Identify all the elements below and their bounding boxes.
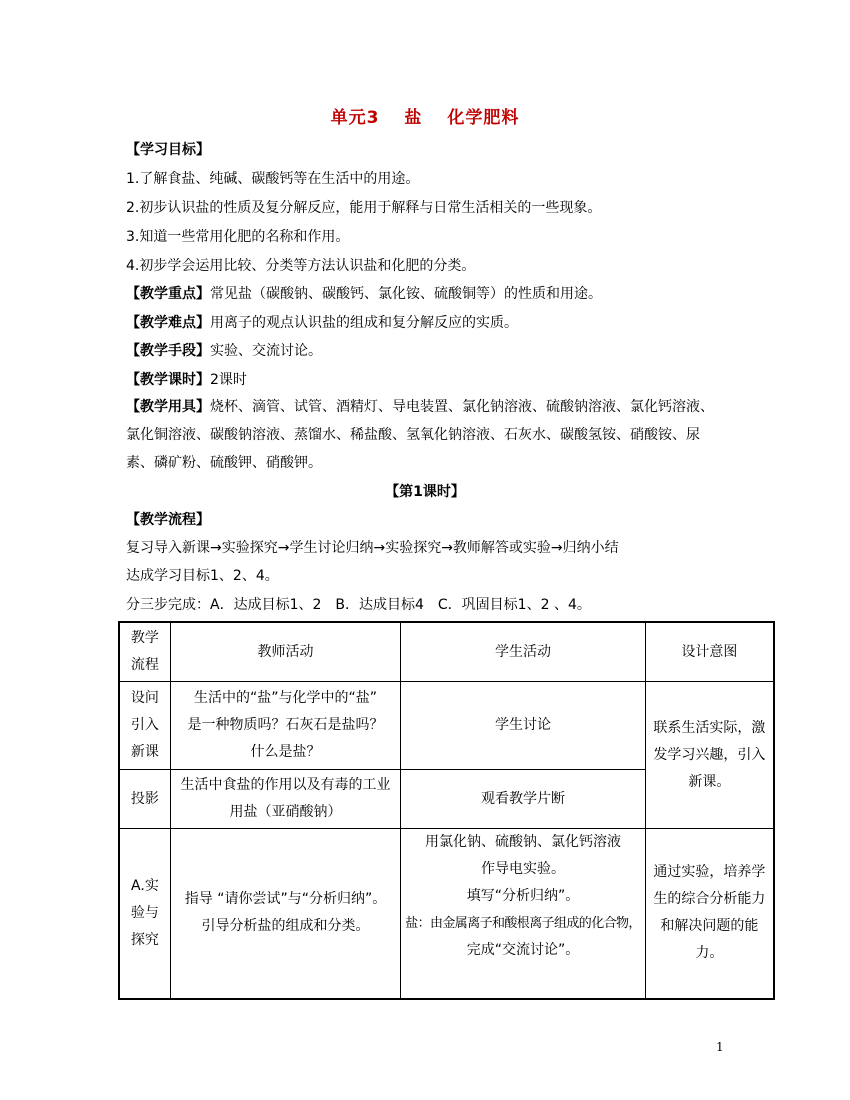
- row2-student: 观看教学片断: [401, 770, 646, 829]
- row3-student-2: 作导电实验。: [481, 861, 565, 877]
- table-row: [119, 682, 774, 770]
- tools-text-3: 素、磷矿粉、硫酸钾、硝酸钾。: [126, 455, 322, 471]
- key-points-text: 常见盐（碳酸钠、碳酸钙、氯化铵、硫酸铜等）的性质和用途。: [210, 286, 602, 302]
- row2-teacher: [170, 770, 400, 829]
- header-flow: [119, 622, 170, 682]
- means: [126, 340, 322, 360]
- objective-2: 2.初步认识盐的性质及复分解反应，能用于解释与日常生活相关的一些现象。: [126, 200, 602, 216]
- row1-teacher-2: 是一种物质吗？石灰石是盐吗？: [187, 717, 384, 733]
- row1-step-1: 设问: [130, 690, 159, 706]
- row3-step: [119, 829, 170, 999]
- process-flow: 复习导入新课→实验探究→学生讨论归纳→实验探究→教师解答或实验→归纳小结: [126, 540, 619, 556]
- process-heading: 【教学流程】: [126, 512, 210, 528]
- design12-2: 发学习兴趣，引入: [653, 746, 766, 763]
- row3-teacher-2: 引导分析盐的组成和分类。: [201, 918, 370, 935]
- header-flow-line2: 流程: [130, 657, 159, 673]
- header-flow-line1: 教学: [130, 630, 159, 646]
- document-title: 单元3 盐 化学肥料: [330, 108, 520, 128]
- row3-student: [401, 829, 646, 999]
- row1-student: 学生讨论: [401, 682, 646, 770]
- row3-student-5: 完成“交流讨论”。: [466, 942, 580, 958]
- row3-design-2: 生的综合分析能力: [653, 891, 766, 908]
- row1-teacher: [170, 682, 400, 770]
- row3-step-1: A.实: [131, 877, 159, 894]
- process-goal: 达成学习目标1、2、4。: [126, 568, 279, 584]
- row3-design-1: 通过实验，培养学: [653, 864, 766, 881]
- objective-4: 4.初步学会运用比较、分类等方法认识盐和化肥的分类。: [126, 258, 476, 274]
- tools-text-1: 烧杯、滴管、试管、酒精灯、导电装置、氯化钠溶液、硫酸钠溶液、氯化钙溶液、: [210, 399, 714, 415]
- row2-step: 投影: [119, 770, 170, 829]
- row12-design: [645, 682, 774, 829]
- process-steps: 分三步完成：A．达成目标1、2 B．达成目标4 C．巩固目标1、2 、4。: [126, 597, 591, 613]
- row1-teacher-1: 生活中的“盐”与化学中的“盐”: [194, 690, 378, 706]
- hours-text: 2课时: [210, 372, 247, 388]
- lesson-heading: 【第1课时】: [385, 484, 465, 500]
- objective-3: 3.知道一些常用化肥的名称和作用。: [126, 229, 350, 245]
- row3-student-4: 盐：由金属离子和酸根离子组成的化合物，: [405, 916, 641, 931]
- design12-3: 新课。: [688, 773, 731, 790]
- key-points: [126, 283, 602, 303]
- row3-teacher: [170, 829, 400, 999]
- row3-design: [645, 829, 774, 999]
- row1-step-3: 新课: [130, 744, 159, 760]
- hours-label: 【教学课时】: [126, 372, 210, 388]
- row1-teacher-3: 什么是盐？: [250, 744, 321, 760]
- row3-student-1: 用氯化钠、硫酸钠、氯化钙溶液: [425, 834, 621, 850]
- row3-student-3: 填写“分析归纳”。: [466, 888, 580, 904]
- tools-text-2: 氯化铜溶液、碳酸钠溶液、蒸馏水、稀盐酸、氢氧化钠溶液、石灰水、碳酸氢铵、硝酸铵、尿: [126, 427, 700, 443]
- key-points-label: 【教学重点】: [126, 286, 210, 302]
- row3-step-2: 验与: [130, 904, 159, 921]
- page-number: 1: [716, 1040, 724, 1054]
- header-teacher: 教师活动: [170, 622, 400, 682]
- row3-teacher-1: 指导 “请你尝试”与“分析归纳”。: [184, 891, 387, 908]
- hours: [126, 369, 247, 389]
- header-design: 设计意图: [645, 622, 774, 682]
- row2-teacher-2: 用盐（亚硝酸钠）: [229, 804, 342, 820]
- difficulty-label: 【教学难点】: [126, 315, 210, 331]
- row2-teacher-1: 生活中食盐的作用以及有毒的工业: [180, 777, 391, 793]
- objective-1: 1.了解食盐、纯碱、碳酸钙等在生活中的用途。: [126, 171, 420, 187]
- table-row: [119, 829, 774, 999]
- row1-step-2: 引入: [130, 717, 159, 733]
- row3-design-3: 和解决问题的能力。: [660, 918, 759, 962]
- table-header-row: [119, 622, 774, 682]
- difficulty-text: 用离子的观点认识盐的组成和复分解反应的实质。: [210, 315, 518, 331]
- header-student: 学生活动: [401, 622, 646, 682]
- row1-step: [119, 682, 170, 770]
- row3-step-3: 探究: [130, 931, 159, 948]
- means-label: 【教学手段】: [126, 343, 210, 359]
- difficulty: [126, 312, 518, 332]
- design12-1: 联系生活实际，激: [653, 719, 766, 736]
- teaching-flow-table: [118, 621, 775, 1000]
- tools: [126, 396, 714, 416]
- objectives-heading: 【学习目标】: [126, 142, 210, 158]
- means-text: 实验、交流讨论。: [210, 343, 322, 359]
- tools-label: 【教学用具】: [126, 399, 210, 415]
